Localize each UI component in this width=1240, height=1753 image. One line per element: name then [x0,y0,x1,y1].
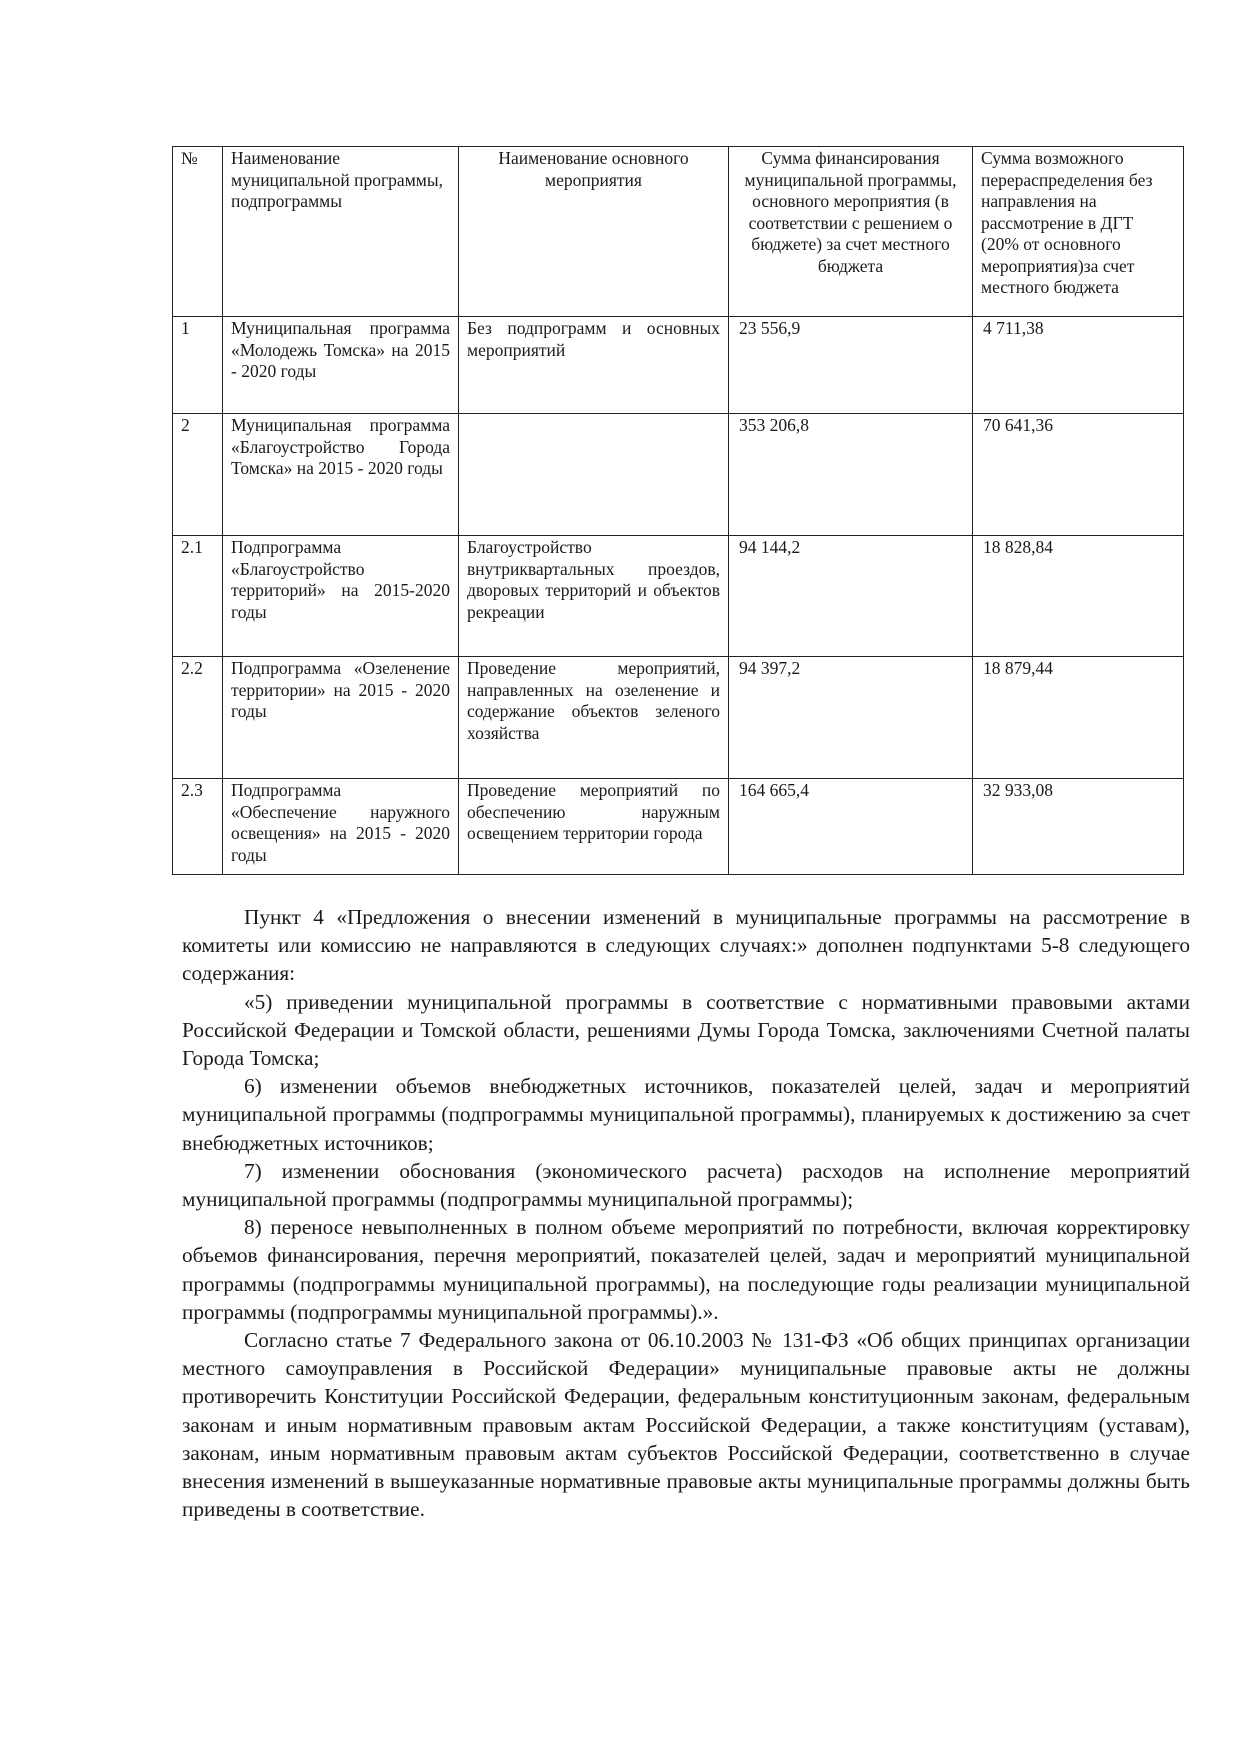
row-program: Подпрограмма «Благоустройство территорий» на 2015-2020 годы [223,536,459,657]
table-header-row [173,147,1184,317]
row-activity: Благоустройство внутриквартальных проездов, дворовых территорий и объектов рекреации [459,536,729,657]
table-row [173,657,1184,779]
row-activity: Проведение мероприятий, направленных на озеленение и содержание объектов зеленого хозяйства [459,657,729,779]
row-funding: 353 206,8 [729,414,973,536]
paragraph-article-7: Согласно статье 7 Федерального закона от 06.10.2003 № 131-ФЗ «Об общих принципах организации местного самоуправления в Российской Федерации» муниципальные правовые акты не должны противоречить Конституции Российской Федерации, федеральным конституционным законам, федеральным законам и иным нормативным правовым актам Российской Федерации, а также конституциям (уставам), законам, иным нормативным правовым актам субъектов Российской Федерации, соответственно в случае внесения изменений в вышеуказанные нормативные правовые акты муниципальные программы должны быть приведены в соответствие. [182,1328,1190,1522]
paragraph-subpoint-6: 6) изменении объемов внебюджетных источников, показателей целей, задач и мероприятий муниципальной программы (подпрограммы муниципальной программы), планируемых к достижению за счет внебюджетных источников; [182,1074,1190,1155]
row-activity: Проведение мероприятий по обеспечению наружным освещением территории города [459,779,729,875]
paragraph-subpoint-5: «5) приведении муниципальной программы в соответствие с нормативными правовыми актами Российской Федерации и Томской области, решениями Думы Города Томска, заключениями Счетной палаты Города Томска; [182,989,1190,1071]
header-redistribution-amount: Сумма возможного перераспределения без направления на рассмотрение в ДГТ (20% от основного мероприятия)за счет местного бюджета [973,147,1184,317]
table-row [173,414,1184,536]
table-row [173,317,1184,414]
row-redistribution: 18 828,84 [973,536,1184,657]
paragraph-subpoint-7: 7) изменении обоснования (экономического расчета) расходов на исполнение мероприятий муниципальной программы (подпрограммы муниципальной программы); [182,1158,1190,1212]
row-funding: 94 397,2 [729,657,973,779]
row-program: Муниципальная программа «Молодежь Томска» на 2015 - 2020 годы [223,317,459,414]
funding-table [172,146,1184,875]
row-redistribution: 32 933,08 [973,779,1184,875]
row-program: Муниципальная программа «Благоустройство Города Томска» на 2015 - 2020 годы [223,414,459,536]
table-row [173,536,1184,657]
row-redistribution: 18 879,44 [973,657,1184,779]
row-redistribution: 4 711,38 [973,317,1184,414]
row-number: 1 [173,317,223,414]
header-activity-name: Наименование основного мероприятия [459,147,729,317]
row-program: Подпрограмма «Обеспечение наружного освещения» на 2015 - 2020 годы [223,779,459,875]
table-row [173,779,1184,875]
row-funding: 164 665,4 [729,779,973,875]
row-number: 2.3 [173,779,223,875]
row-number: 2.2 [173,657,223,779]
header-program-name: Наименование муниципальной программы, подпрограммы [223,147,459,317]
body-text [182,903,1190,1523]
row-funding: 94 144,2 [729,536,973,657]
header-number: № [173,147,223,317]
row-activity [459,414,729,536]
row-number: 2 [173,414,223,536]
paragraph-subpoint-8: 8) переносе невыполненных в полном объеме мероприятий по потребности, включая корректировку объемов финансирования, перечня мероприятий, показателей целей, задач и мероприятий муниципальной программы (подпрограммы муниципальной программы), на последующие годы реализации муниципальной программы (подпрограммы муниципальной программы).». [182,1215,1190,1324]
row-redistribution: 70 641,36 [973,414,1184,536]
paragraph-point-4: Пункт 4 «Предложения о внесении изменений в муниципальные программы на рассмотрение в комитеты или комиссию не направляются в следующих случаях:» дополнен подпунктами 5-8 следующего содержания: [182,905,1190,986]
row-number: 2.1 [173,536,223,657]
row-funding: 23 556,9 [729,317,973,414]
row-program: Подпрограмма «Озеленение территории» на 2015 - 2020 годы [223,657,459,779]
header-funding-amount: Сумма финансирования муниципальной программы, основного мероприятия (в соответствии с решением о бюджете) за счет местного бюджета [729,147,973,317]
row-activity: Без подпрограмм и основных мероприятий [459,317,729,414]
